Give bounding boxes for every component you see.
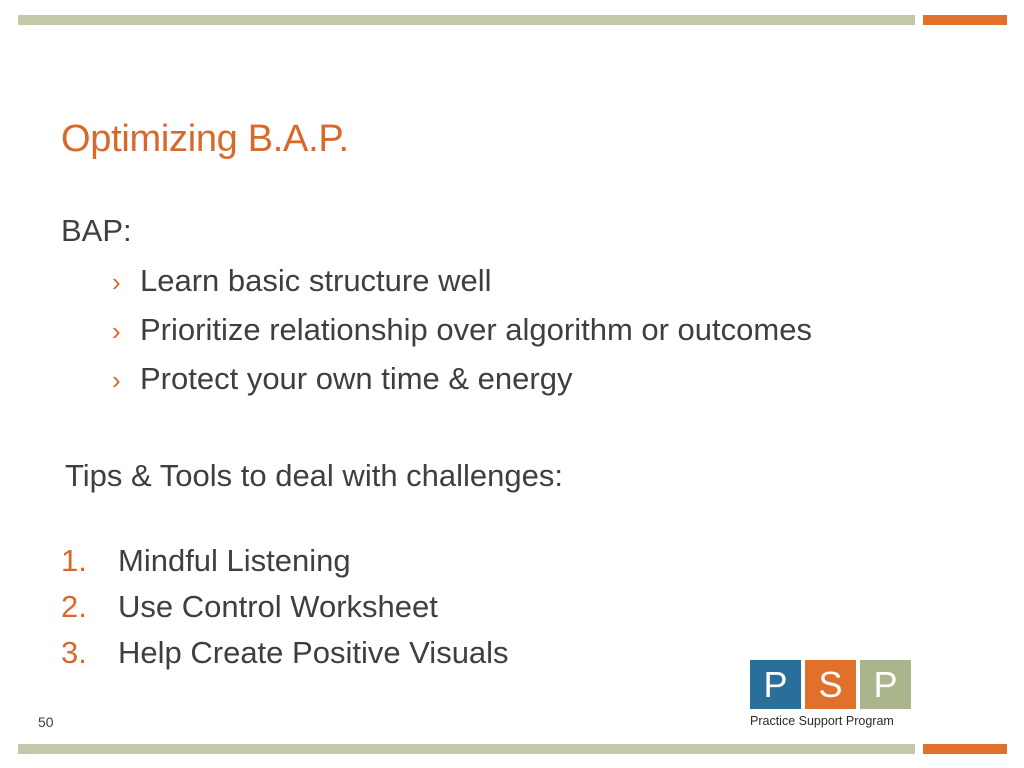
chevron-right-icon: › — [112, 267, 121, 297]
logo-caption: Practice Support Program — [750, 714, 894, 728]
bap-bullet-item — [112, 361, 572, 397]
list-number: 2. — [61, 589, 87, 624]
top-divider-bar — [18, 15, 915, 25]
list-number: 3. — [61, 635, 87, 670]
top-accent-bar — [923, 15, 1007, 25]
logo-letter-p: P — [750, 660, 801, 709]
bap-bullet-text: Protect your own time & energy — [140, 361, 573, 396]
bottom-divider-bar — [18, 744, 915, 754]
bottom-accent-bar — [923, 744, 1007, 754]
chevron-right-icon: › — [112, 365, 121, 395]
page-number: 50 — [38, 714, 54, 730]
bap-bullet-item — [112, 312, 812, 348]
bap-heading: BAP: — [61, 213, 132, 248]
chevron-right-icon: › — [112, 316, 121, 346]
logo-letter-p: P — [860, 660, 911, 709]
tips-heading: Tips & Tools to deal with challenges: — [65, 458, 563, 493]
bap-bullet-item — [112, 263, 492, 299]
list-item-text: Mindful Listening — [118, 543, 351, 578]
slide-title: Optimizing B.A.P. — [61, 118, 349, 160]
bap-bullet-text: Prioritize relationship over algorithm or outcomes — [140, 312, 812, 347]
list-number: 1. — [61, 543, 87, 578]
tips-list-item — [61, 589, 438, 625]
bap-bullet-text: Learn basic structure well — [140, 263, 492, 298]
psp-logo — [750, 660, 912, 732]
tips-list-item — [61, 543, 351, 579]
tips-list-item — [61, 635, 509, 671]
logo-letter-s: S — [805, 660, 856, 709]
list-item-text: Use Control Worksheet — [118, 589, 438, 624]
list-item-text: Help Create Positive Visuals — [118, 635, 509, 670]
